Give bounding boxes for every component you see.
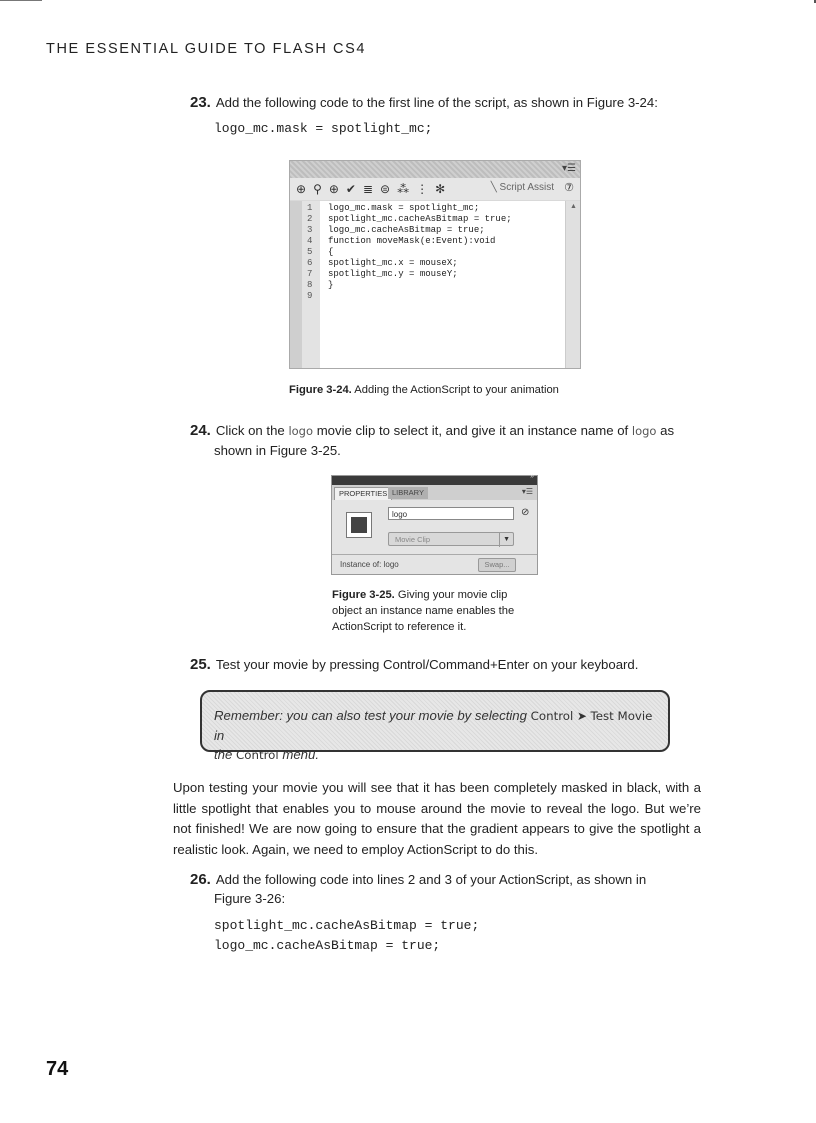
caption-text: Adding the ActionScript to your animation — [354, 384, 559, 396]
symbol-type-select[interactable]: Movie Clip ▼ — [388, 532, 514, 546]
figure-3-25-caption: Figure 3-25. Giving your movie clip object an instance name enables the ActionScript to reference it. — [332, 589, 515, 633]
caption-label: Figure 3-25. — [332, 589, 395, 601]
step-23-code: logo_mc.mask = spotlight_mc; — [214, 121, 433, 136]
expand-icon[interactable]: ⋮ — [416, 182, 429, 196]
step-text: Add the following code to the first line of the script, as shown in Figure 3-24: — [215, 95, 658, 110]
tip-box — [200, 690, 670, 762]
collapse-icon[interactable]: » — [530, 473, 534, 480]
scroll-up-icon[interactable]: ▲ — [570, 203, 577, 210]
step-number: 25. — [190, 656, 211, 673]
wand-icon: ╲ — [490, 182, 497, 193]
divider — [332, 554, 537, 555]
step-26-code-1: spotlight_mc.cacheAsBitmap = true; — [214, 918, 480, 933]
step-24: 24. Click on the logo movie clip to select it, and give it an instance name of logo as — [190, 422, 675, 439]
editor-scrollbar[interactable] — [565, 201, 580, 368]
code-line — [328, 291, 512, 302]
step-25: 25. Test your movie by pressing Control/Command+Enter on your keyboard. — [190, 656, 639, 673]
code-line: function moveMask(e:Event):void — [328, 236, 496, 246]
line-number-gutter — [302, 201, 320, 368]
step-number: 23. — [190, 94, 211, 111]
menu-test-movie: Test Movie — [590, 709, 653, 723]
tab-properties[interactable]: PROPERTIES — [334, 487, 392, 500]
help-icon[interactable]: ⑦ — [564, 182, 574, 194]
find-icon[interactable]: ⚲ — [313, 182, 322, 196]
tab-library[interactable]: LIBRARY — [388, 487, 428, 499]
code-line: logo_mc.cacheAsBitmap = true; — [328, 225, 485, 235]
page-number: 74 — [46, 1058, 69, 1080]
collapse-icon[interactable]: ⁂ — [397, 182, 410, 196]
step-number: 24. — [190, 422, 211, 439]
body-paragraph: Upon testing your movie you will see that it has been completely masked in black, with a little spotlight that enables you to mouse around the movie to reveal the logo. But we’re not finished! We are now going to ensure that the gradient appears to give the spotlight a realistic look. Again, we need to employ ActionScript to do this. — [173, 780, 701, 857]
line-number: 7 — [307, 269, 313, 279]
line-number: 6 — [307, 258, 313, 268]
term-logo: logo — [288, 424, 314, 438]
line-number: 5 — [307, 247, 313, 257]
add-icon[interactable]: ⊕ — [296, 182, 307, 196]
arrow-icon: ➤ — [576, 709, 587, 723]
figure-3-24-caption — [289, 382, 559, 398]
format-icon[interactable]: ≣ — [362, 182, 374, 196]
code-line: logo_mc.mask = spotlight_mc; — [328, 203, 480, 213]
dropdown-arrow-icon: ▼ — [499, 533, 510, 547]
step-24-line2: shown in Figure 3-25. — [214, 443, 341, 458]
caption-label: Figure 3-24. — [289, 384, 352, 396]
panel-menu-icon[interactable]: ▾☰ — [521, 487, 533, 496]
line-number: 3 — [307, 225, 313, 235]
menu-control: Control — [530, 709, 574, 723]
line-number: 4 — [307, 236, 313, 246]
panel-titlebar — [290, 161, 580, 178]
panel-tabs — [332, 485, 537, 500]
code-line: spotlight_mc.y = mouseY; — [328, 269, 458, 279]
instance-of-label: Instance of: logo — [340, 560, 399, 569]
swap-button[interactable]: Swap... — [478, 558, 516, 572]
debug-icon[interactable]: ⊜ — [380, 182, 391, 196]
script-assist-button[interactable]: ╲ Script Assist — [490, 182, 554, 193]
movie-clip-symbol-icon — [346, 512, 372, 538]
target-icon[interactable]: ⊕ — [328, 182, 339, 196]
edit-icon[interactable]: ⊘ — [521, 507, 530, 518]
term-logo: logo — [631, 424, 657, 438]
line-number: 2 — [307, 214, 313, 224]
running-head: THE ESSENTIAL GUIDE TO FLASH CS4 — [46, 41, 367, 57]
editor-left-strip — [290, 201, 302, 368]
comment-icon[interactable]: ✻ — [435, 182, 446, 196]
properties-panel-figure — [331, 475, 538, 575]
code-line: spotlight_mc.x = mouseX; — [328, 258, 458, 268]
actions-panel-figure — [289, 160, 581, 369]
code-line: } — [328, 280, 334, 290]
line-number: 8 — [307, 280, 313, 290]
instance-name-input[interactable]: logo — [388, 507, 514, 520]
symbol-icon-graphic — [351, 517, 367, 533]
code-line: spotlight_mc.cacheAsBitmap = true; — [328, 214, 512, 224]
tip-text: Remember: you can also test your movie by selecting Control ➤ Test Movie in the Control menu. — [214, 708, 653, 762]
panel-titlebar — [332, 473, 537, 485]
line-number: 9 — [307, 291, 313, 301]
line-number: 1 — [307, 203, 313, 213]
menu-control: Control — [236, 748, 279, 762]
code-line: { — [328, 247, 334, 257]
code-lines — [328, 203, 512, 302]
step-23 — [190, 93, 658, 112]
script-editor[interactable] — [290, 201, 580, 368]
check-icon[interactable]: ✔ — [345, 182, 356, 196]
panel-menu-icon[interactable]: ▾☰ — [562, 163, 576, 174]
step-26-line2: Figure 3-26: — [214, 891, 286, 906]
step-number: 26. — [190, 871, 211, 888]
step-26-code-2: logo_mc.cacheAsBitmap = true; — [214, 938, 441, 953]
actions-toolbar — [290, 178, 580, 200]
step-26: 26. Add the following code into lines 2 and 3 of your ActionScript, as shown in — [190, 871, 647, 888]
top-rule — [0, 0, 42, 1]
